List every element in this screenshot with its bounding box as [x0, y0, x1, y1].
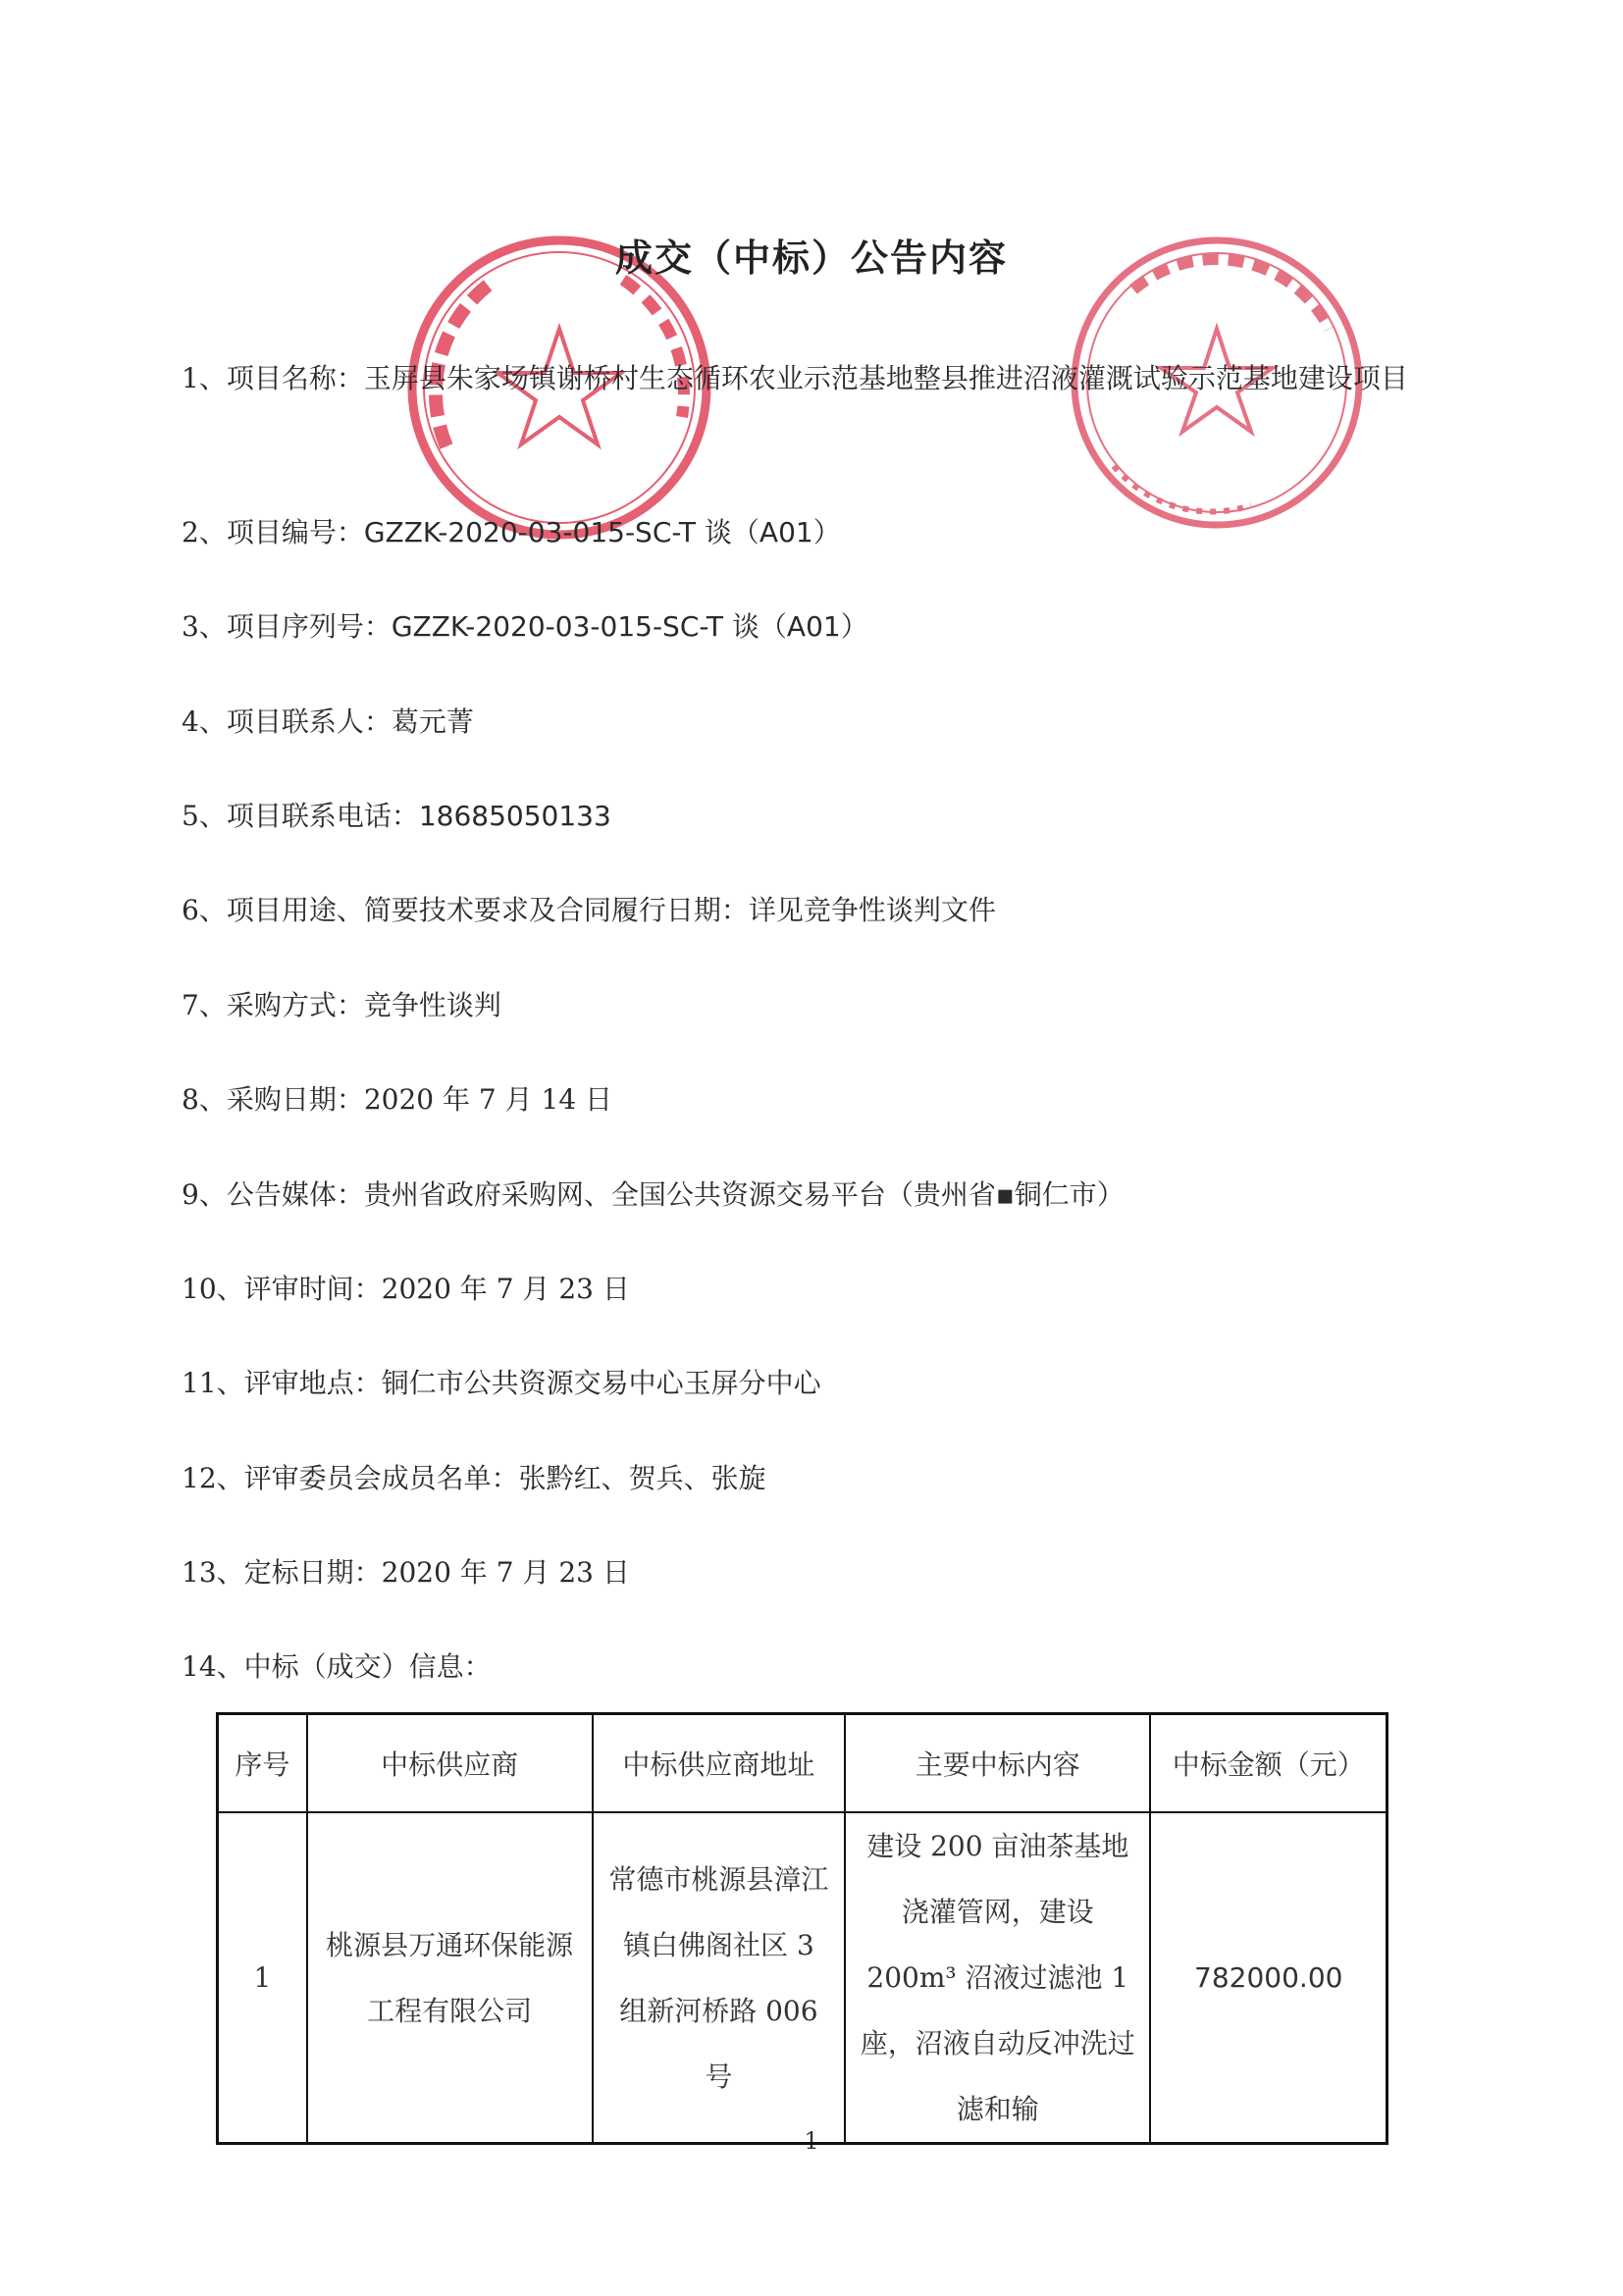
item-label: 5、项目联系电话： [182, 800, 419, 832]
item-value: 张黔红、贺兵、张旋 [518, 1462, 766, 1494]
item-label: 3、项目序列号： [182, 610, 392, 643]
item-value: GZZK-2020-03-015-SC-T 谈（A01） [391, 610, 868, 643]
item-value: 2020 年 7 月 14 日 [363, 1083, 613, 1116]
item-label: 4、项目联系人： [182, 705, 392, 738]
item-announcement-media [182, 1175, 1125, 1215]
item-procurement-method [182, 986, 501, 1025]
table-row [218, 1812, 1387, 2144]
column-header: 主要中标内容 [845, 1714, 1150, 1813]
cell-supplier: 桃源县万通环保能源工程有限公司 [307, 1812, 593, 2144]
item-value: GZZK-2020-03-015-SC-T 谈（A01） [363, 516, 841, 548]
table-header-row [218, 1714, 1387, 1813]
item-value: 玉屏县朱家场镇谢桥村生态循环农业示范基地整县推进沼液灌溉试验示范基地建设项目 [363, 362, 1408, 394]
cell-amount: 782000.00 [1150, 1812, 1387, 2144]
item-label: 14、中标（成交）信息： [182, 1650, 492, 1683]
item-committee-members [182, 1459, 766, 1498]
item-label: 1、项目名称： [182, 362, 364, 394]
item-value: 贵州省政府采购网、全国公共资源交易平台（贵州省▪铜仁市） [363, 1178, 1125, 1211]
item-label: 8、采购日期： [182, 1083, 364, 1116]
item-project-serial [182, 607, 868, 647]
column-header: 中标金额（元） [1150, 1714, 1387, 1813]
item-usage-requirements [182, 891, 996, 930]
item-label: 13、定标日期： [182, 1556, 382, 1589]
item-value: 铜仁市公共资源交易中心玉屏分中心 [381, 1367, 821, 1399]
item-value: 竞争性谈判 [363, 989, 501, 1021]
award-table [216, 1712, 1388, 2145]
cell-no: 1 [218, 1812, 307, 2144]
item-label: 7、采购方式： [182, 989, 364, 1021]
item-value: 2020 年 7 月 23 日 [381, 1556, 630, 1589]
page-number: 1 [804, 2127, 819, 2155]
column-header: 序号 [218, 1714, 307, 1813]
item-review-location [182, 1364, 821, 1403]
item-review-time [182, 1270, 630, 1309]
item-label: 6、项目用途、简要技术要求及合同履行日期： [182, 894, 749, 926]
item-label: 12、评审委员会成员名单： [182, 1462, 519, 1494]
item-contact-person [182, 703, 474, 742]
item-project-number [182, 513, 841, 552]
item-value: 详见竞争性谈判文件 [748, 894, 996, 926]
column-header: 中标供应商 [307, 1714, 593, 1813]
item-procurement-date [182, 1080, 612, 1120]
page-title: 成交（中标）公告内容 [614, 236, 1008, 280]
item-value: 2020 年 7 月 23 日 [381, 1273, 630, 1305]
column-header: 中标供应商地址 [593, 1714, 845, 1813]
item-award-info [182, 1647, 492, 1687]
item-project-name [182, 346, 1409, 411]
item-label: 2、项目编号： [182, 516, 364, 548]
cell-address: 常德市桃源县漳江镇白佛阁社区 3 组新河桥路 006 号 [593, 1812, 845, 2144]
item-award-date [182, 1553, 630, 1592]
cell-content: 建设 200 亩油茶基地浇灌管网，建设 200m³ 沼液过滤池 1 座，沼液自动反冲洗过滤和输 [845, 1812, 1150, 2144]
item-label: 11、评审地点： [182, 1367, 382, 1399]
item-contact-phone [182, 797, 611, 836]
item-label: 10、评审时间： [182, 1273, 382, 1305]
item-value: 18685050133 [418, 800, 611, 832]
item-value: 葛元菁 [391, 705, 474, 738]
item-label: 9、公告媒体： [182, 1178, 364, 1211]
